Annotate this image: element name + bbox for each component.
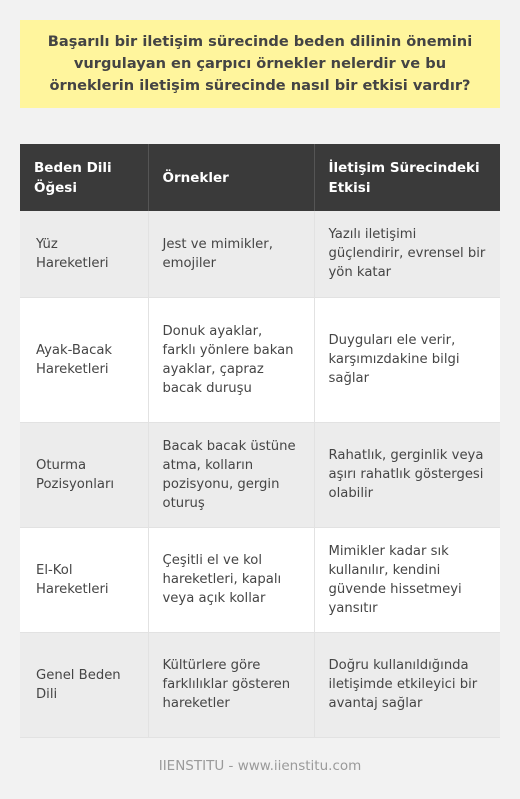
table-row [20, 527, 500, 632]
table-row [20, 211, 500, 297]
page-title: Başarılı bir iletişim sürecinde beden dilinin önemini vurgulayan en çarpıcı örnekler nelerdir ve bu örneklerin iletişim sürecinde nasıl bir etkisi vardır? [47, 33, 473, 94]
cell-element: El-Kol Hareketleri [20, 527, 148, 632]
table-header-row [20, 144, 500, 211]
cell-effect: Duyguları ele verir, karşımızdakine bilgi sağlar [314, 297, 500, 422]
cell-examples: Donuk ayaklar, farklı yönlere bakan ayaklar, çapraz bacak duruşu [148, 297, 314, 422]
table-row [20, 632, 500, 737]
table-row [20, 422, 500, 527]
cell-examples: Kültürlere göre farklılıklar gösteren hareketler [148, 632, 314, 737]
cell-element: Genel Beden Dili [20, 632, 148, 737]
cell-examples: Çeşitli el ve kol hareketleri, kapalı veya açık kollar [148, 527, 314, 632]
cell-effect: Doğru kullanıldığında iletişimde etkileyici bir avantaj sağlar [314, 632, 500, 737]
cell-examples: Jest ve mimikler, emojiler [148, 211, 314, 297]
footer-credit: IIENSTITU - www.iienstitu.com [158, 758, 362, 774]
column-header-element: Beden Dili Öğesi [20, 144, 148, 211]
cell-effect: Mimikler kadar sık kullanılır, kendini güvende hissetmeyi yansıtır [314, 527, 500, 632]
cell-element: Ayak-Bacak Hareketleri [20, 297, 148, 422]
cell-element: Oturma Pozisyonları [20, 422, 148, 527]
cell-effect: Yazılı iletişimi güçlendirir, evrensel bir yön katar [314, 211, 500, 297]
column-header-effect: İletişim Sürecindeki Etkisi [314, 144, 500, 211]
question-banner [20, 20, 500, 108]
table-row [20, 297, 500, 422]
body-language-table [20, 144, 500, 738]
cell-element: Yüz Hareketleri [20, 211, 148, 297]
column-header-examples: Örnekler [148, 144, 314, 211]
cell-examples: Bacak bacak üstüne atma, kolların pozisyonu, gergin oturuş [148, 422, 314, 527]
cell-effect: Rahatlık, gerginlik veya aşırı rahatlık göstergesi olabilir [314, 422, 500, 527]
